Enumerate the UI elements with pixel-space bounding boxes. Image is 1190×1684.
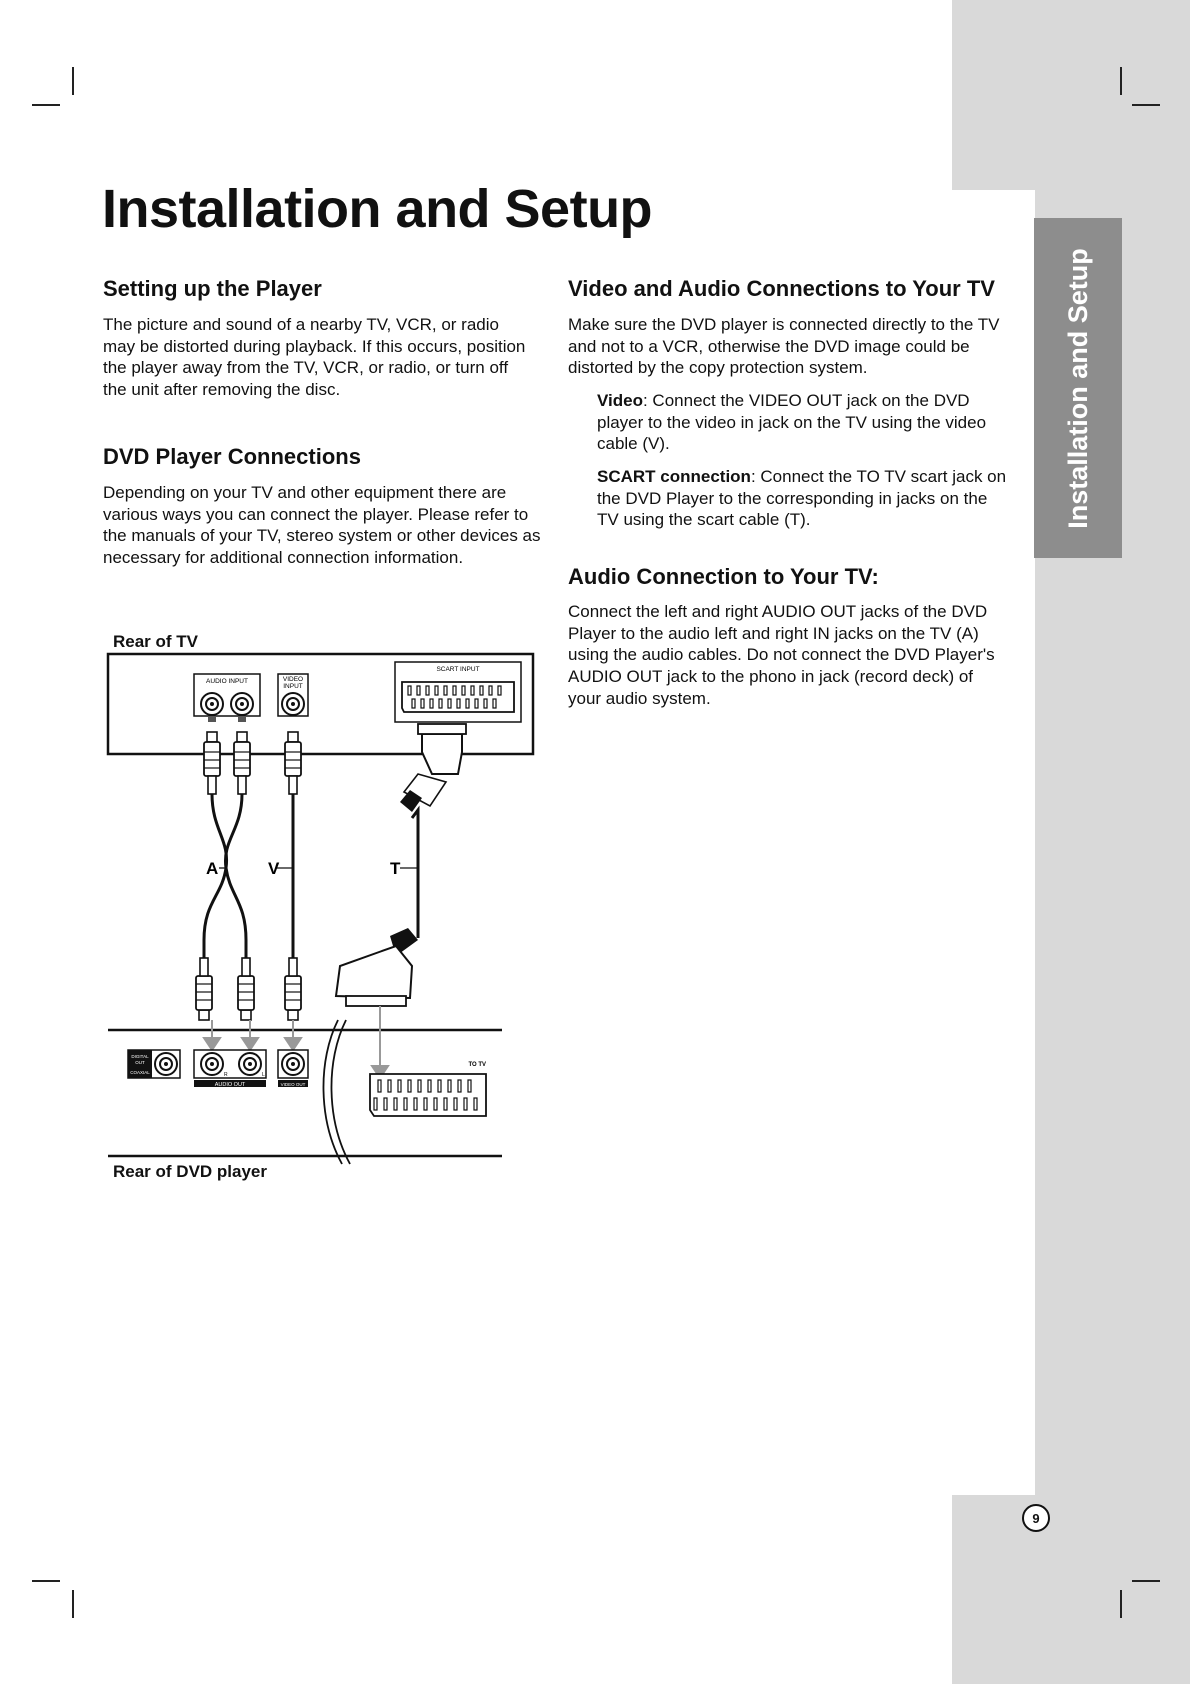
- paragraph-audio-connection: Connect the left and right AUDIO OUT jacks of the DVD Player to the audio left and right IN jacks on the TV (A) using the audio cables. Do not connect the DVD Player's AUDIO OUT jack to the phono in jack (record deck) of your audio system.: [568, 602, 995, 708]
- tv-audio-tab: [238, 716, 246, 722]
- dvd-digital-out-label: DIGITAL: [131, 1054, 149, 1059]
- video-label: Video: [597, 391, 643, 410]
- connection-diagram: [100, 640, 540, 1180]
- tv-audio-jack-right: [231, 693, 253, 715]
- page-title: Installation and Setup: [102, 179, 653, 239]
- crop-mark: [1132, 1580, 1160, 1582]
- crop-mark: [32, 104, 60, 106]
- paragraph-dvd-connections: Depending on your TV and other equipment there are various ways you can connect the player. Please refer to the manuals of your TV, stereo system or other devices as necessary for additional connection information.: [103, 483, 541, 568]
- tv-audio-tab: [208, 716, 216, 722]
- tv-audio-input-label: AUDIO INPUT: [206, 678, 248, 685]
- dvd-coaxial-jack: [155, 1053, 177, 1075]
- section-tab: [1034, 218, 1122, 558]
- dvd-to-tv-label: TO TV: [468, 1062, 486, 1068]
- crop-mark: [1120, 67, 1122, 95]
- dvd-video-jack: [282, 1053, 304, 1075]
- scart-label: SCART connection: [597, 467, 751, 486]
- dvd-video-out-label: VIDEO OUT: [280, 1082, 306, 1087]
- cable-audio-right: [225, 794, 246, 958]
- panel-break: [331, 1020, 350, 1164]
- audio-plug-left-bottom: [196, 958, 212, 1020]
- crop-mark: [72, 1590, 74, 1618]
- heading-video-audio: Video and Audio Connections to Your TV: [568, 276, 995, 301]
- section-tab-label: Installation and Setup: [1062, 247, 1093, 529]
- paragraph-video-audio: Make sure the DVD player is connected directly to the TV and not to a VCR, otherwise the DVD image could be distorted by the copy protection system.: [568, 315, 1000, 378]
- panel-break: [323, 1020, 342, 1164]
- dvd-audio-jack-right: [201, 1053, 223, 1075]
- dvd-coaxial-label: COAXIAL: [130, 1070, 150, 1075]
- cable-a-label: A: [206, 859, 219, 878]
- heading-setting-up: Setting up the Player: [103, 276, 322, 301]
- scart-plug-bottom: [336, 928, 418, 1006]
- side-strip-inset: [952, 190, 1035, 1495]
- video-plug-bottom: [285, 958, 301, 1020]
- rear-of-dvd-label: Rear of DVD player: [113, 1162, 267, 1181]
- audio-plug-right-bottom: [238, 958, 254, 1020]
- cable-v-label: V: [268, 859, 280, 878]
- audio-plug-right-top: [234, 732, 250, 794]
- dvd-audio-out-label: AUDIO OUT: [214, 1082, 246, 1088]
- crop-mark: [32, 1580, 60, 1582]
- scart-text: : Connect the TO TV scart jack on the DVD Player to the corresponding in jacks on the TV using the scart cable (T).: [597, 467, 1007, 530]
- dvd-l-label: L: [262, 1072, 265, 1078]
- rear-of-tv-label: Rear of TV: [113, 632, 199, 651]
- tv-video-input-label: VIDEO: [282, 676, 304, 683]
- dvd-digital-out-label: OUT: [135, 1060, 145, 1065]
- tv-audio-jack-left: [201, 693, 223, 715]
- heading-dvd-connections: DVD Player Connections: [103, 444, 361, 469]
- audio-plug-left-top: [204, 732, 220, 794]
- paragraph-video: [597, 390, 1007, 455]
- dvd-r-label: R: [224, 1072, 228, 1078]
- video-text: : Connect the VIDEO OUT jack on the DVD player to the video in jack on the TV using the video cable (V).: [597, 391, 987, 454]
- crop-mark: [1132, 104, 1160, 106]
- dvd-audio-jack-left: [239, 1053, 261, 1075]
- page-number: 9: [1022, 1504, 1050, 1532]
- tv-video-jack: [282, 693, 304, 715]
- tv-video-input-label: INPUT: [283, 683, 303, 690]
- video-plug-top: [285, 732, 301, 794]
- crop-mark: [72, 67, 74, 95]
- tv-scart-label: SCART INPUT: [436, 666, 480, 673]
- crop-mark: [1120, 1590, 1122, 1618]
- cable-t-label: T: [390, 859, 401, 878]
- cable-scart: [412, 810, 418, 938]
- paragraph-scart: [597, 466, 1007, 531]
- paragraph-setting-up: The picture and sound of a nearby TV, VCR, or radio may be distorted during playback. If this occurs, position the player away from the TV, VCR, or radio, or turn off the unit after removing the disc.: [103, 315, 526, 400]
- heading-audio-connection: Audio Connection to Your TV:: [568, 564, 879, 589]
